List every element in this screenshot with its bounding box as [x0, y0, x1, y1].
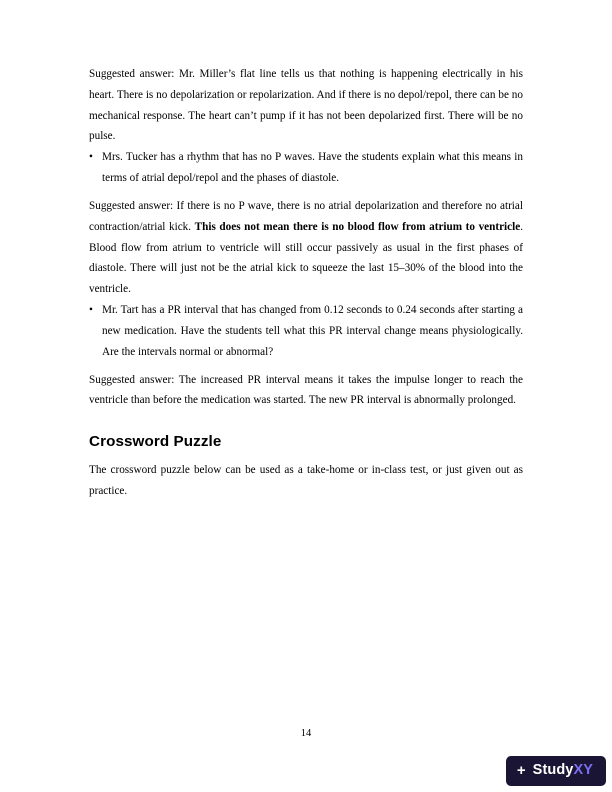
paragraph-suggested-answer-tucker: [89, 196, 523, 300]
plus-icon: +: [516, 762, 526, 779]
section-heading-crossword-puzzle: Crossword Puzzle: [89, 433, 222, 451]
list-item: [89, 147, 523, 189]
list-item: [89, 300, 523, 362]
paragraph-suggested-answer-tart: Suggested answer: The increased PR interval means it takes the impulse longer to reach the ventricle than before the medication was started. The new PR interval is abnormally prolonged.: [89, 373, 523, 407]
bullet-marker: •: [89, 304, 93, 317]
page-number: 14: [300, 728, 312, 739]
bullet-marker: •: [89, 151, 93, 164]
paragraph-crossword-intro: The crossword puzzle below can be used as a take-home or in-class test, or just given out as practice.: [89, 464, 523, 498]
text-segment-bold: This does not mean there is no blood flow from atrium to ventricle: [194, 220, 521, 233]
text-segment-3: . Blood flow from atrium to ventricle will still occur passively as usual in the first phases of diastole. There will just not be the atrial kick to squeeze the last 15–30% of the blood into the ventricle.: [89, 220, 523, 296]
watermark-brand-main: Study: [532, 762, 574, 779]
watermark-brand-sub: XY: [573, 762, 593, 779]
document-body: [89, 64, 523, 502]
paragraph-suggested-answer-miller: Suggested answer: Mr. Miller’s flat line tells us that nothing is happening electrically in his heart. There is no depolarization or repolarization. And if there is no depol/repol, there can be no mechanical response. The heart can’t pump if it has not been depolarized first. There will be no pulse.: [89, 68, 523, 143]
list-item-text-tart: Mr. Tart has a PR interval that has changed from 0.12 seconds to 0.24 seconds after starting a new medication. Have the students tell what this PR interval change means physiologically. Are the intervals normal or abnormal?: [102, 304, 523, 358]
list-item-text-tucker: Mrs. Tucker has a rhythm that has no P waves. Have the students explain what this means in terms of atrial depol/repol and the phases of diastole.: [102, 151, 523, 185]
studyxy-watermark[interactable]: [506, 756, 606, 786]
text-segment-1: Suggested answer: If there is no P wave, there is no atrial depolarization and therefore no atrial contraction/atrial kick.: [89, 199, 523, 233]
